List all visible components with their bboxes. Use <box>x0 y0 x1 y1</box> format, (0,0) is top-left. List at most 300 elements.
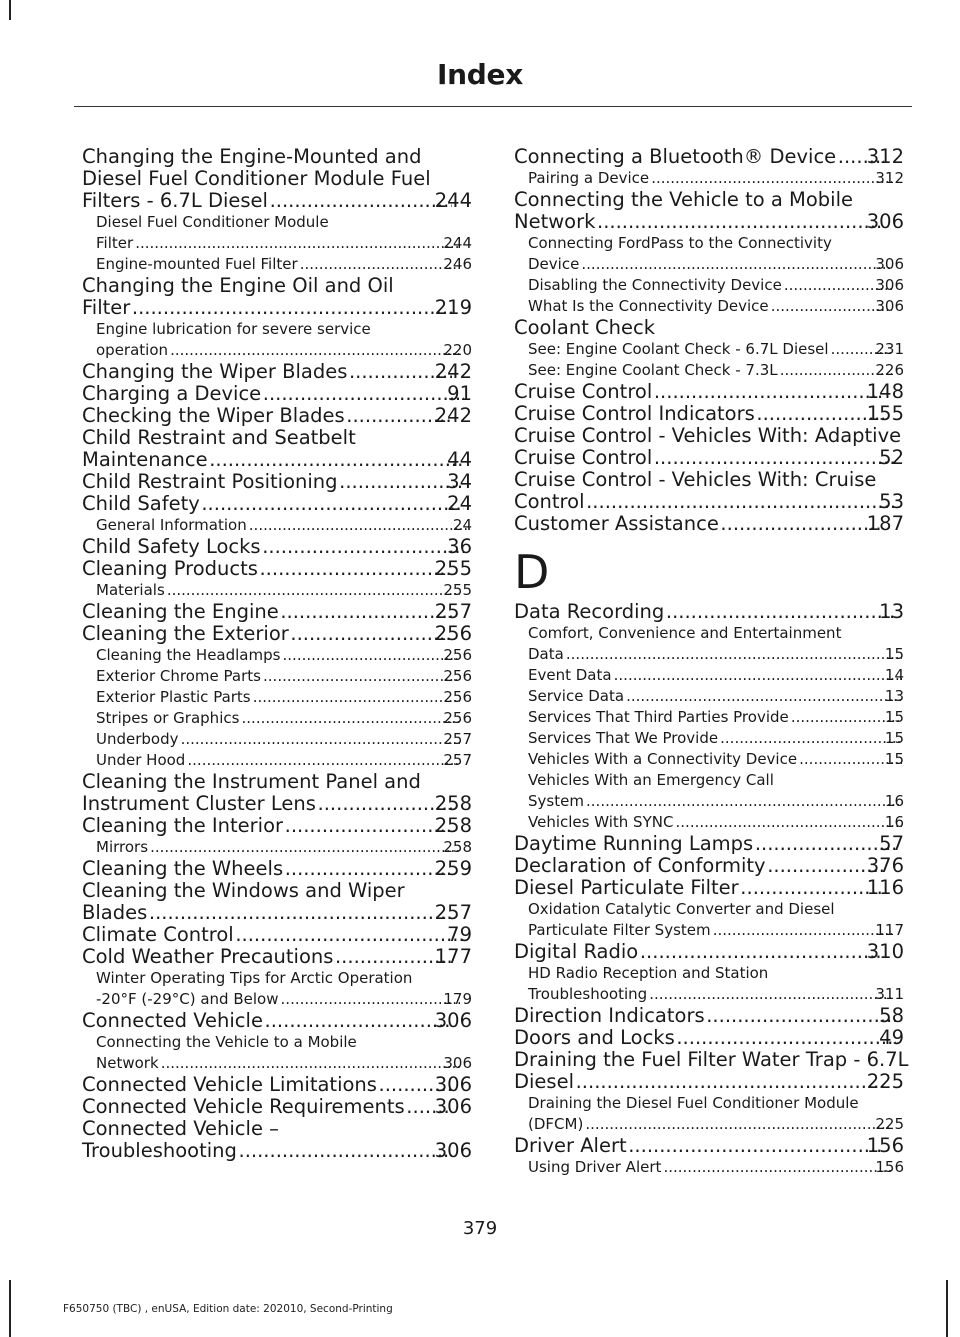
index-entry[interactable] <box>514 855 904 877</box>
entry-text: Oxidation Catalytic Converter and Diesel <box>528 900 835 918</box>
entry-text: Connecting FordPass to the Connectivity <box>528 234 832 252</box>
entry-text: Connected Vehicle Limitations <box>82 1073 377 1096</box>
entry-text: operation <box>96 341 169 359</box>
index-entry[interactable] <box>82 858 472 880</box>
page-ref[interactable]: 306 <box>875 297 904 315</box>
entry-text: Filter <box>82 296 131 319</box>
dot-leader <box>586 491 897 513</box>
dot-leader <box>209 449 465 471</box>
entry-text: Services That Third Parties Provide <box>528 708 789 726</box>
index-entry[interactable] <box>82 771 472 815</box>
index-subentry[interactable] <box>514 899 904 941</box>
page-ref[interactable]: 16 <box>884 813 904 831</box>
page-ref[interactable]: 306 <box>875 276 904 294</box>
entry-text: Comfort, Convenience and Entertainment <box>528 624 842 642</box>
entry-text: Under Hood <box>96 751 186 769</box>
index-subentry[interactable] <box>82 666 472 687</box>
page-ref[interactable]: 242 <box>434 360 472 383</box>
entry-text: Cruise Control - Vehicles With: Adaptive <box>514 424 902 447</box>
page-ref[interactable]: 57 <box>879 832 904 855</box>
index-subentry[interactable] <box>82 968 472 1010</box>
page-ref[interactable]: 256 <box>443 646 472 664</box>
entry-text: Blades <box>82 901 148 924</box>
page-ref[interactable]: 306 <box>875 255 904 273</box>
entry-text: Changing the Wiper Blades <box>82 360 348 383</box>
page-ref[interactable]: 49 <box>879 1026 904 1049</box>
entry-text: Cruise Control Indicators <box>514 402 755 425</box>
index-subentry[interactable] <box>514 1093 904 1135</box>
entry-text: Network <box>514 210 596 233</box>
entry-text: Doors and Locks <box>514 1026 675 1049</box>
dot-leader <box>653 447 896 469</box>
entry-text: Data Recording <box>514 600 665 623</box>
dot-leader <box>284 858 452 880</box>
index-entry[interactable] <box>514 1005 904 1027</box>
page-ref[interactable]: 306 <box>866 210 904 233</box>
entry-text: General Information <box>96 516 247 534</box>
index-entry[interactable] <box>82 1096 472 1118</box>
page-ref[interactable]: 15 <box>884 645 904 663</box>
entry-text: Coolant Check <box>514 316 656 339</box>
entry-text: What Is the Connectivity Device <box>528 297 769 315</box>
page-ref[interactable]: 256 <box>443 667 472 685</box>
entry-text: Connected Vehicle – <box>82 1117 279 1140</box>
index-entry[interactable] <box>514 1048 909 1093</box>
dot-leader <box>201 493 464 515</box>
dot-leader <box>584 1114 892 1135</box>
page-ref[interactable]: 58 <box>879 1004 904 1027</box>
index-subentry[interactable] <box>82 729 472 750</box>
index-subentry[interactable] <box>514 749 904 770</box>
page-ref[interactable]: 310 <box>866 940 904 963</box>
entry-text: Winter Operating Tips for Arctic Operation <box>96 969 413 987</box>
index-subentry[interactable] <box>514 1157 904 1178</box>
index-entry[interactable] <box>82 946 472 968</box>
dot-leader <box>650 168 892 189</box>
edition-footer: F650750 (TBC) , enUSA, Edition date: 202010, Second-Printing <box>63 1303 393 1315</box>
dot-leader <box>565 644 902 665</box>
index-entry[interactable] <box>514 833 904 855</box>
entry-text: Exterior Chrome Parts <box>96 667 261 685</box>
index-entry[interactable] <box>82 361 472 383</box>
index-entry[interactable] <box>82 623 472 645</box>
page-ref[interactable]: 242 <box>434 404 472 427</box>
entry-text: Materials <box>96 581 165 599</box>
page-ref[interactable]: 52 <box>879 446 904 469</box>
dot-leader <box>585 791 902 812</box>
dot-leader <box>648 984 892 1005</box>
page-ref[interactable]: 306 <box>434 1073 472 1096</box>
page-ref[interactable]: 311 <box>875 985 904 1003</box>
index-entry[interactable] <box>82 471 472 493</box>
entry-text: Cruise Control - Vehicles With: Cruise <box>514 468 877 491</box>
entry-text: System <box>528 792 584 810</box>
page-ref[interactable]: 13 <box>884 687 904 705</box>
index-entry[interactable] <box>514 941 904 963</box>
page-number: 379 <box>462 1218 498 1239</box>
page-ref[interactable]: 258 <box>443 838 472 856</box>
dot-leader <box>235 924 464 946</box>
page-ref[interactable]: 259 <box>434 857 472 880</box>
page-ref[interactable]: 116 <box>866 876 904 899</box>
entry-text: Using Driver Alert <box>528 1158 662 1176</box>
page-ref[interactable]: 117 <box>875 921 904 939</box>
index-entry[interactable] <box>82 924 472 946</box>
entry-text: Direction Indicators <box>514 1004 705 1027</box>
page-ref[interactable]: 24 <box>447 492 472 515</box>
index-entry[interactable] <box>514 403 904 425</box>
index-entry[interactable] <box>82 275 472 319</box>
page-ref[interactable]: 225 <box>866 1070 904 1093</box>
page-ref[interactable]: 79 <box>447 923 472 946</box>
entry-text: Child Restraint and Seatbelt <box>82 426 356 449</box>
entry-text: Child Safety Locks <box>82 535 261 558</box>
page-ref[interactable]: 156 <box>875 1158 904 1176</box>
entry-text: Charging a Device <box>82 382 262 405</box>
entry-text: Mirrors <box>96 838 149 856</box>
index-subentry[interactable] <box>82 515 472 536</box>
entry-text: Device <box>528 255 580 273</box>
index-subentry[interactable] <box>82 580 472 601</box>
index-entry[interactable] <box>82 815 472 837</box>
dot-leader <box>180 729 461 750</box>
index-subentry[interactable] <box>82 750 472 771</box>
index-subentry[interactable] <box>82 837 472 858</box>
page-ref[interactable]: 258 <box>434 792 472 815</box>
page-ref[interactable]: 220 <box>443 341 472 359</box>
entry-text: (DFCM) <box>528 1115 584 1133</box>
index-entry[interactable] <box>514 381 904 403</box>
page-ref[interactable]: 255 <box>434 557 472 580</box>
entry-text: Diesel Fuel Conditioner Module Fuel <box>82 167 431 190</box>
dot-leader <box>317 793 452 815</box>
index-entry[interactable] <box>514 425 904 469</box>
index-entry[interactable] <box>82 146 472 212</box>
entry-text: Data <box>528 645 564 663</box>
entry-text: Network <box>96 1054 159 1072</box>
entry-text: Vehicles With a Connectivity Device <box>528 750 798 768</box>
page-ref[interactable]: 179 <box>443 990 472 1008</box>
page-ref[interactable]: 306 <box>434 1009 472 1032</box>
index-entry[interactable] <box>82 601 472 623</box>
entry-text: -20°F (-29°C) and Below <box>96 990 279 1008</box>
index-subentry[interactable] <box>514 812 904 833</box>
page-ref[interactable]: 16 <box>884 792 904 810</box>
entry-text: Service Data <box>528 687 625 705</box>
index-subentry[interactable] <box>514 770 904 812</box>
index-subentry[interactable] <box>82 645 472 666</box>
page-ref[interactable]: 44 <box>447 448 472 471</box>
dot-leader <box>628 1135 884 1157</box>
index-entry[interactable] <box>514 146 904 168</box>
entry-text: Climate Control <box>82 923 234 946</box>
page-ref[interactable]: 155 <box>866 402 904 425</box>
entry-text: Filter <box>96 234 134 252</box>
entry-text: Cleaning the Exterior <box>82 622 289 645</box>
page-ref[interactable]: 312 <box>866 145 904 168</box>
dot-leader <box>580 254 892 275</box>
index-subentry[interactable] <box>82 687 472 708</box>
entry-text: Diesel Fuel Conditioner Module <box>96 213 329 231</box>
index-column-right <box>514 145 909 1178</box>
page-ref[interactable]: 257 <box>443 751 472 769</box>
index-entry[interactable] <box>82 1118 472 1162</box>
entry-text: Child Safety <box>82 492 200 515</box>
page-ref[interactable]: 246 <box>443 255 472 273</box>
entry-text: Cruise Control <box>514 446 653 469</box>
dot-leader <box>259 558 452 580</box>
index-entry[interactable] <box>82 405 472 427</box>
dot-leader <box>674 812 901 833</box>
index-entry[interactable] <box>514 513 904 535</box>
dot-leader <box>149 837 460 858</box>
index-entry[interactable] <box>82 880 472 924</box>
dot-leader <box>754 833 896 855</box>
index-subentry[interactable] <box>514 233 904 275</box>
dot-leader <box>284 815 452 837</box>
page-ref[interactable]: 256 <box>434 622 472 645</box>
page-ref[interactable]: 36 <box>447 535 472 558</box>
index-subentry[interactable] <box>514 339 904 360</box>
page-ref[interactable]: 225 <box>875 1115 904 1133</box>
page-ref[interactable]: 257 <box>443 730 472 748</box>
entry-text: Child Restraint Positioning <box>82 470 338 493</box>
entry-text: Engine lubrication for severe service <box>96 320 371 338</box>
entry-text: Cold Weather Precautions <box>82 945 334 968</box>
dot-leader <box>299 254 461 275</box>
index-entry[interactable] <box>514 1135 904 1157</box>
index-subentry[interactable] <box>82 708 472 729</box>
index-subentry[interactable] <box>514 623 904 665</box>
entry-text: Engine-mounted Fuel Filter <box>96 255 298 273</box>
page-ref[interactable]: 156 <box>866 1134 904 1157</box>
index-subentry[interactable] <box>514 168 904 189</box>
dot-leader <box>706 1005 897 1027</box>
dot-leader <box>186 750 460 771</box>
entry-text: Control <box>514 490 585 513</box>
dot-leader <box>665 601 896 623</box>
dot-leader <box>613 665 902 686</box>
entry-text: Driver Alert <box>514 1134 627 1157</box>
entry-text: Connected Vehicle <box>82 1009 263 1032</box>
index-subentry[interactable] <box>514 707 904 728</box>
dot-leader <box>740 877 884 899</box>
index-entry[interactable] <box>82 1010 472 1032</box>
entry-text: Instrument Cluster Lens <box>82 792 316 815</box>
index-entry[interactable] <box>82 383 472 405</box>
entry-text: Troubleshooting <box>528 985 648 1003</box>
dot-leader <box>596 211 883 233</box>
index-subentry[interactable] <box>514 728 904 749</box>
entry-text: Changing the Engine-Mounted and <box>82 145 422 168</box>
dot-leader <box>238 1140 452 1162</box>
entry-text: Connected Vehicle Requirements <box>82 1095 405 1118</box>
page-ref[interactable]: 306 <box>443 1054 472 1072</box>
page-ref[interactable]: 256 <box>443 688 472 706</box>
index-subentry[interactable] <box>514 275 904 296</box>
index-subentry[interactable] <box>82 319 472 361</box>
index-entry[interactable] <box>514 877 904 899</box>
crop-mark <box>946 1280 948 1337</box>
dot-leader <box>281 645 460 666</box>
dot-leader <box>262 383 464 405</box>
page-ref[interactable]: 34 <box>447 470 472 493</box>
page-ref[interactable]: 219 <box>434 296 472 319</box>
entry-text: Troubleshooting <box>82 1139 237 1162</box>
page-ref[interactable]: 53 <box>879 490 904 513</box>
dot-leader <box>252 687 461 708</box>
page-ref[interactable]: 226 <box>875 361 904 379</box>
page-ref[interactable]: 256 <box>443 709 472 727</box>
index-entry[interactable] <box>82 536 472 558</box>
entry-text: Cleaning the Headlamps <box>96 646 281 664</box>
page-ref[interactable]: 15 <box>884 708 904 726</box>
entry-text: Diesel <box>514 1070 575 1093</box>
dot-leader <box>290 623 452 645</box>
page-ref[interactable]: 306 <box>434 1139 472 1162</box>
index-entry[interactable] <box>82 427 472 471</box>
page-ref[interactable]: 306 <box>434 1095 472 1118</box>
dot-leader <box>280 601 452 623</box>
entry-text: Vehicles With an Emergency Call <box>528 771 774 789</box>
entry-text: Underbody <box>96 730 179 748</box>
page-ref[interactable]: 15 <box>884 729 904 747</box>
entry-text: Daytime Running Lamps <box>514 832 754 855</box>
index-entry[interactable] <box>514 1027 904 1049</box>
dot-leader <box>575 1071 884 1093</box>
dot-leader <box>279 989 460 1010</box>
dot-leader <box>720 513 884 535</box>
page-ref[interactable]: 257 <box>434 600 472 623</box>
dot-leader <box>269 190 452 212</box>
page-ref[interactable]: 255 <box>443 581 472 599</box>
index-entry[interactable] <box>514 601 904 623</box>
page-ref[interactable]: 258 <box>434 814 472 837</box>
title-divider <box>74 106 912 107</box>
dot-leader <box>264 1010 452 1032</box>
entry-text: See: Engine Coolant Check - 7.3L <box>528 361 778 379</box>
dot-leader <box>676 1027 896 1049</box>
dot-leader <box>134 233 460 254</box>
page-ref[interactable]: 91 <box>447 382 472 405</box>
index-entry[interactable] <box>82 558 472 580</box>
index-column-left <box>82 146 472 1162</box>
index-subentry[interactable] <box>82 212 472 254</box>
index-subentry[interactable] <box>82 254 472 275</box>
entry-text: Cleaning Products <box>82 557 258 580</box>
dot-leader <box>770 296 893 317</box>
entry-text: Services That We Provide <box>528 729 719 747</box>
entry-text: Checking the Wiper Blades <box>82 404 345 427</box>
entry-text: Changing the Engine Oil and Oil <box>82 274 394 297</box>
index-entry[interactable] <box>82 1074 472 1096</box>
entry-text: HD Radio Reception and Station <box>528 964 769 982</box>
page-ref[interactable]: 13 <box>879 600 904 623</box>
entry-text: Maintenance <box>82 448 208 471</box>
page-ref[interactable]: 15 <box>884 750 904 768</box>
entry-text: Event Data <box>528 666 612 684</box>
entry-text: Connecting a Bluetooth® Device <box>514 145 837 168</box>
page-ref[interactable]: 312 <box>875 169 904 187</box>
entry-text: Cleaning the Wheels <box>82 857 284 880</box>
dot-leader <box>756 403 884 425</box>
page-ref[interactable]: 148 <box>866 380 904 403</box>
dot-leader <box>169 340 460 361</box>
entry-text: Cleaning the Engine <box>82 600 279 623</box>
page-ref[interactable]: 177 <box>434 945 472 968</box>
page-ref[interactable]: 376 <box>866 854 904 877</box>
page-ref[interactable]: 187 <box>866 512 904 535</box>
page-ref[interactable]: 244 <box>434 189 472 212</box>
dot-leader <box>719 728 902 749</box>
entry-text: See: Engine Coolant Check - 6.7L Diesel <box>528 340 829 358</box>
index-subentry[interactable] <box>514 686 904 707</box>
entry-text: Cleaning the Interior <box>82 814 284 837</box>
entry-text: Connecting the Vehicle to a Mobile <box>514 188 854 211</box>
letter-heading: D <box>514 545 550 599</box>
page-ref[interactable]: 257 <box>434 901 472 924</box>
entry-text: Cleaning the Instrument Panel and <box>82 770 421 793</box>
index-subentry[interactable] <box>514 296 904 317</box>
entry-text: Declaration of Conformity <box>514 854 766 877</box>
dot-leader <box>148 902 451 924</box>
entry-text: Customer Assistance <box>514 512 719 535</box>
entry-text: Diesel Particulate Filter <box>514 876 739 899</box>
entry-text: Disabling the Connectivity Device <box>528 276 782 294</box>
index-subentry[interactable] <box>514 963 904 1005</box>
entry-text: Pairing a Device <box>528 169 650 187</box>
entry-text: Particulate Filter System <box>528 921 711 939</box>
entry-text: Connecting the Vehicle to a Mobile <box>96 1033 357 1051</box>
crop-mark <box>9 0 11 20</box>
dot-leader <box>262 536 465 558</box>
dot-leader <box>639 941 884 963</box>
index-entry[interactable] <box>82 493 472 515</box>
entry-text: Stripes or Graphics <box>96 709 240 727</box>
dot-leader <box>712 920 893 941</box>
page-ref[interactable]: 24 <box>452 516 472 534</box>
dot-leader <box>662 1157 892 1178</box>
dot-leader <box>262 666 460 687</box>
entry-text: Filters - 6.7L Diesel <box>82 189 268 212</box>
page-title: Index <box>437 58 523 91</box>
dot-leader <box>339 471 465 493</box>
dot-leader <box>131 297 451 319</box>
index-entry[interactable] <box>514 317 904 339</box>
dot-leader <box>240 708 460 729</box>
index-subentry[interactable] <box>514 360 904 381</box>
index-entry[interactable] <box>514 469 904 513</box>
index-entry[interactable] <box>514 189 904 233</box>
dot-leader <box>625 686 902 707</box>
entry-text: Draining the Diesel Fuel Conditioner Module <box>528 1094 859 1112</box>
page-ref[interactable]: 14 <box>884 666 904 684</box>
page-ref[interactable]: 244 <box>443 234 472 252</box>
entry-text: Cruise Control <box>514 380 653 403</box>
entry-text: Digital Radio <box>514 940 639 963</box>
dot-leader <box>653 381 884 403</box>
index-subentry[interactable] <box>514 665 904 686</box>
dot-leader <box>166 580 461 601</box>
dot-leader <box>248 515 470 536</box>
index-subentry[interactable] <box>82 1032 472 1074</box>
entry-text: Cleaning the Windows and Wiper <box>82 879 405 902</box>
page-ref[interactable]: 231 <box>875 340 904 358</box>
entry-text: Vehicles With SYNC <box>528 813 674 831</box>
crop-mark <box>9 1280 11 1337</box>
entry-text: Exterior Plastic Parts <box>96 688 251 706</box>
entry-text: Draining the Fuel Filter Water Trap - 6.7L <box>514 1048 909 1071</box>
